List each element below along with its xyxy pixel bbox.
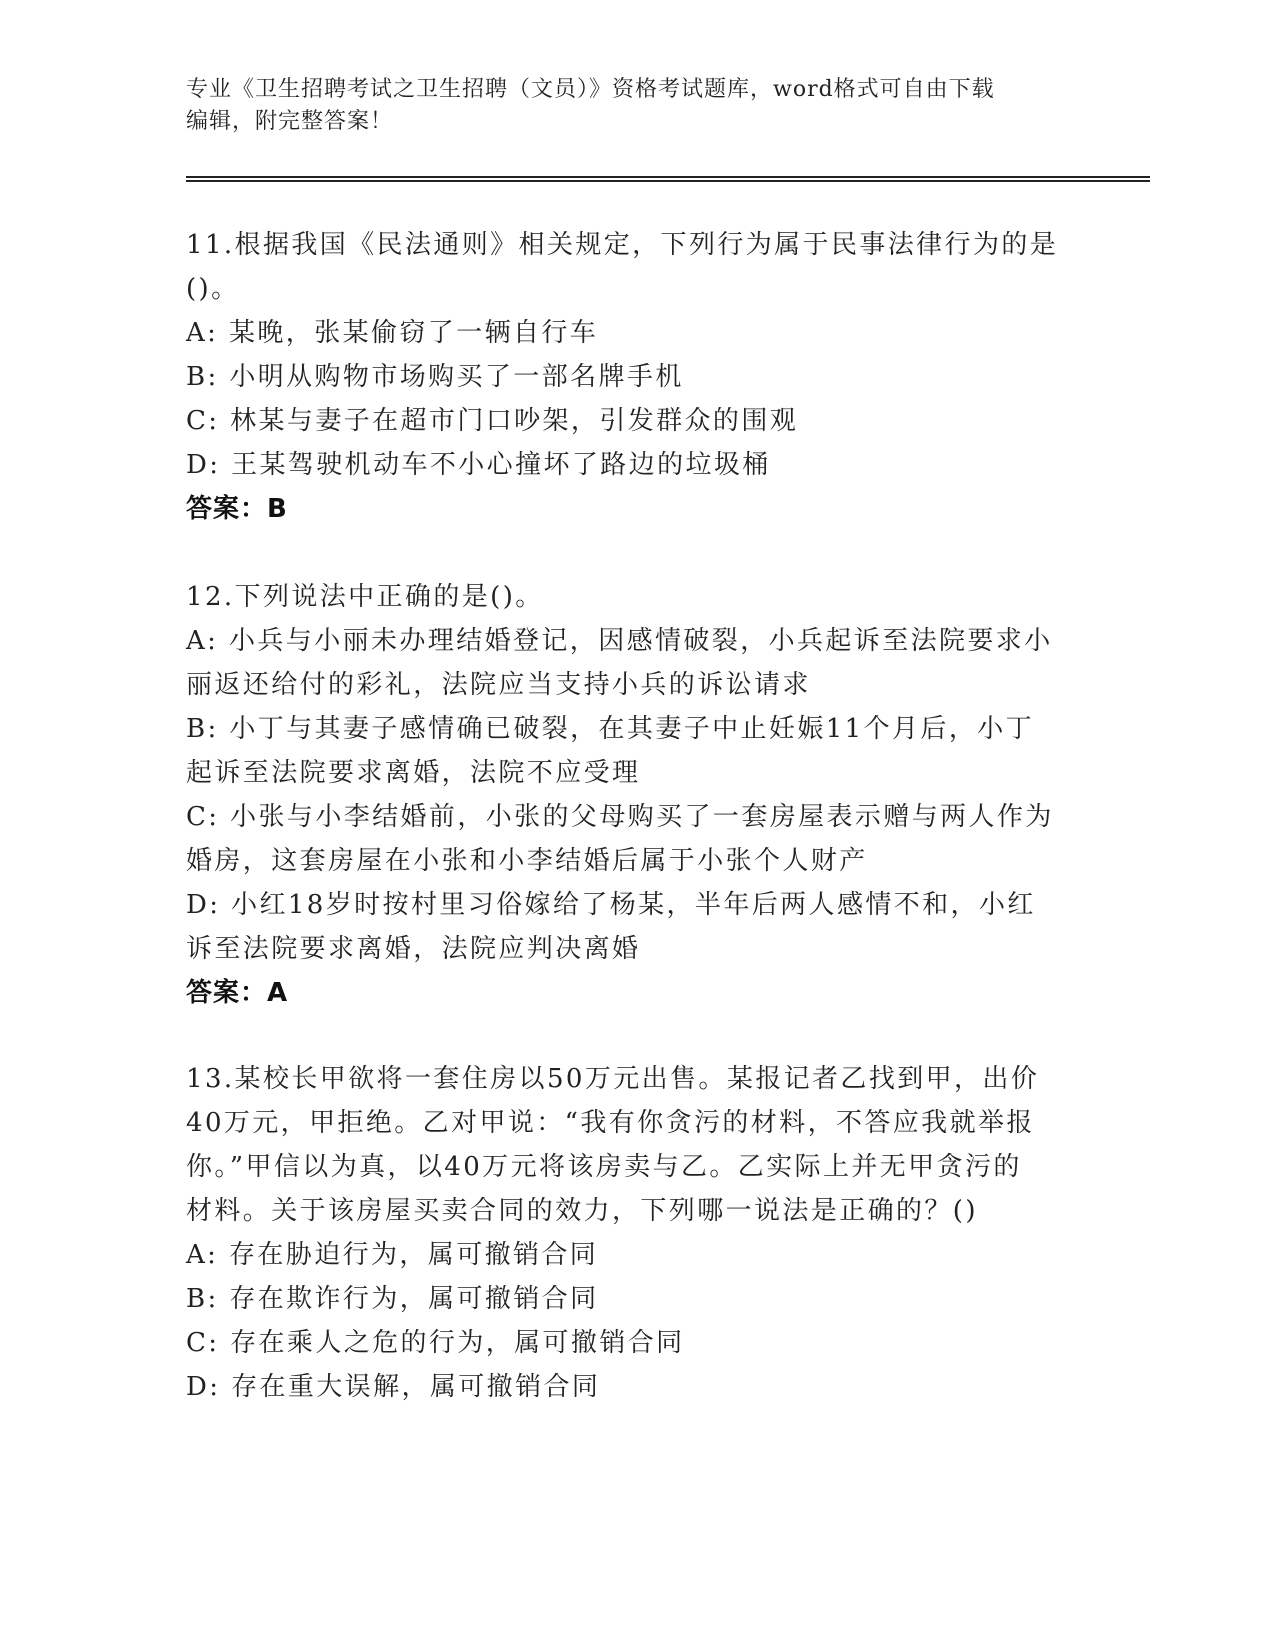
document-header xyxy=(186,74,1066,138)
question-12-answer: 答案：A xyxy=(186,978,289,1008)
question-11-option-c: C: 林某与妻子在超市门口吵架，引发群众的围观 xyxy=(186,406,799,436)
question-13-option-d: D: 存在重大误解，属可撤销合同 xyxy=(186,1372,601,1402)
question-12-option-c-line-2: 婚房，这套房屋在小张和小李结婚后属于小张个人财产 xyxy=(186,846,868,876)
question-13-stem-line-3: 你。”甲信以为真，以40万元将该房卖与乙。乙实际上并无甲贪污的 xyxy=(186,1152,1022,1182)
question-13-option-a: A: 存在胁迫行为，属可撤销合同 xyxy=(186,1240,599,1270)
question-13-stem-line-1: 13.某校长甲欲将一套住房以50万元出售。某报记者乙找到甲，出价 xyxy=(186,1064,1040,1094)
question-12-stem-line-1: 12.下列说法中正确的是()。 xyxy=(186,582,544,612)
question-11-option-a: A: 某晚，张某偷窃了一辆自行车 xyxy=(186,318,599,348)
question-12-option-d-line-2: 诉至法院要求离婚，法院应判决离婚 xyxy=(186,934,641,964)
question-12-option-a-line-1: A: 小兵与小丽未办理结婚登记，因感情破裂，小兵起诉至法院要求小 xyxy=(186,626,1053,656)
question-12-option-a-line-2: 丽返还给付的彩礼，法院应当支持小兵的诉讼请求 xyxy=(186,670,811,700)
question-13-stem-line-2: 40万元，甲拒绝。乙对甲说：“我有你贪污的材料，不答应我就举报 xyxy=(186,1108,1035,1138)
question-13-stem-line-4: 材料。关于该房屋买卖合同的效力，下列哪一说法是正确的？() xyxy=(186,1196,978,1226)
question-11-option-d: D: 王某驾驶机动车不小心撞坏了路边的垃圾桶 xyxy=(186,450,771,480)
question-12-option-b-line-2: 起诉至法院要求离婚，法院不应受理 xyxy=(186,758,641,788)
question-13-option-b: B: 存在欺诈行为，属可撤销合同 xyxy=(186,1284,599,1314)
question-13-option-c: C: 存在乘人之危的行为，属可撤销合同 xyxy=(186,1328,685,1358)
question-12-option-b-line-1: B: 小丁与其妻子感情确已破裂，在其妻子中止妊娠11个月后，小丁 xyxy=(186,714,1035,744)
header-line-2: 编辑，附完整答案！ xyxy=(186,109,394,134)
question-11-stem-line-2: ()。 xyxy=(186,274,240,304)
header-double-rule xyxy=(186,176,1150,182)
question-11-option-b: B: 小明从购物市场购买了一部名牌手机 xyxy=(186,362,684,392)
question-12-option-c-line-1: C: 小张与小李结婚前，小张的父母购买了一套房屋表示赠与两人作为 xyxy=(186,802,1054,832)
question-11-answer: 答案：B xyxy=(186,494,288,524)
header-line-1: 专业《卫生招聘考试之卫生招聘（文员）》资格考试题库，word格式可自由下载 xyxy=(186,77,995,102)
question-11-stem-line-1: 11.根据我国《民法通则》相关规定，下列行为属于民事法律行为的是 xyxy=(186,230,1059,260)
question-12-option-d-line-1: D: 小红18岁时按村里习俗嫁给了杨某，半年后两人感情不和，小红 xyxy=(186,890,1036,920)
